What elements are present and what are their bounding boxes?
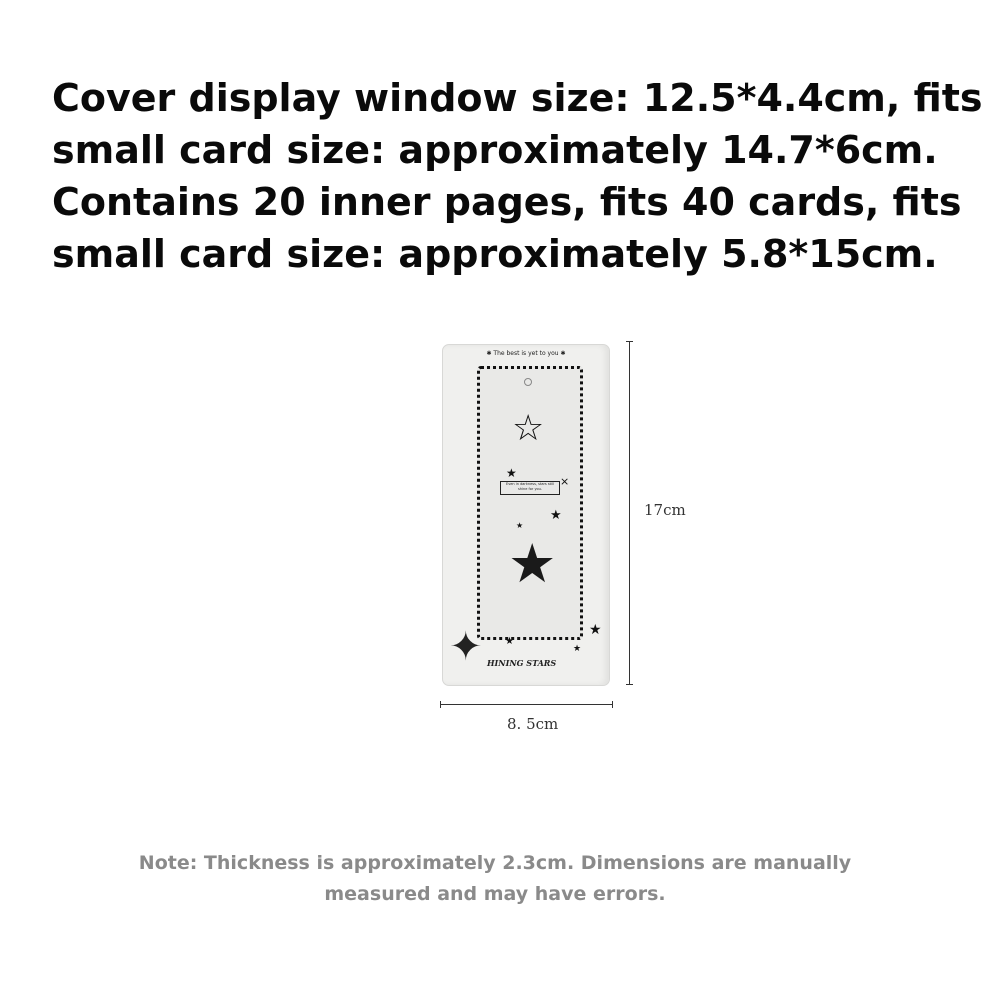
headline <box>52 72 983 280</box>
headline-line-3: Contains 20 inner pages, fits 40 cards, fits <box>52 180 962 224</box>
headline-line-4: small card size: approximately 5.8*15cm. <box>52 232 938 276</box>
headline-line-1: Cover display window size: 12.5*4.4cm, fits <box>52 76 983 120</box>
star-large-filled-icon: ★ <box>508 532 557 595</box>
note-line-1: Note: Thickness is approximately 2.3cm. Dimensions are manually <box>138 852 852 874</box>
cover-message-box: Even in darkness, stars still shine for you. <box>500 481 560 495</box>
cover-display-window <box>477 366 583 640</box>
star-outline-icon: ☆ <box>512 408 545 449</box>
height-dimension-line <box>629 341 630 685</box>
star-small-icon: ★ <box>589 622 602 638</box>
star-small-icon: ★ <box>505 636 514 647</box>
hang-hole <box>524 378 532 386</box>
star-tiny-icon: ★ <box>573 644 582 654</box>
width-dimension-line <box>440 704 613 705</box>
star-tiny-icon: ★ <box>516 521 524 530</box>
cover-bottom-tag: HINING STARS <box>487 658 557 668</box>
bow-icon: ⨯ <box>560 475 570 488</box>
width-dimension-label: 8. 5cm <box>507 715 559 733</box>
height-dimension-label: 17cm <box>644 501 686 519</box>
cover-top-tag: ✱ The best is yet to you ✱ <box>486 350 566 357</box>
star-small-icon: ★ <box>506 466 517 480</box>
star-small-icon: ★ <box>550 508 562 523</box>
butterfly-icon: ✦ <box>449 624 483 670</box>
note-line-2: measured and may have errors. <box>324 883 666 905</box>
note <box>100 848 890 910</box>
headline-line-2: small card size: approximately 14.7*6cm. <box>52 128 938 172</box>
card-album-image <box>442 344 610 686</box>
